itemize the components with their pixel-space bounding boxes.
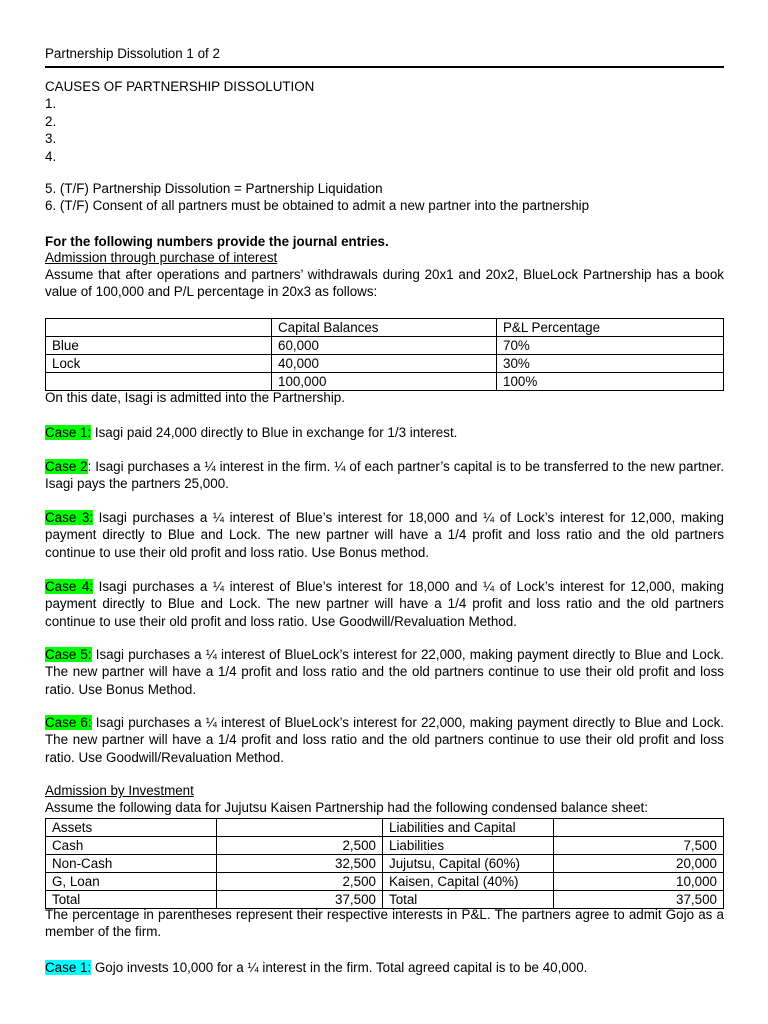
tf-question-6: 6. (T/F) Consent of all partners must be obtained to admit a new partner into the partnership bbox=[45, 198, 590, 214]
pl-percentage: 70% bbox=[497, 337, 724, 355]
case-4 bbox=[45, 578, 724, 630]
asset-label: G, Loan bbox=[46, 873, 217, 891]
partner-name: Lock bbox=[46, 355, 272, 373]
liability-label: Jujutsu, Capital (60%) bbox=[383, 855, 554, 873]
capital-table-header bbox=[46, 319, 724, 337]
liability-label: Total bbox=[383, 891, 554, 909]
capital-balance: 60,000 bbox=[272, 337, 497, 355]
table-row bbox=[46, 855, 724, 873]
instruction: For the following numbers provide the journal entries. bbox=[45, 234, 389, 249]
tf-question-5: 5. (T/F) Partnership Dissolution = Partnership Liquidation bbox=[45, 181, 383, 196]
case-2 bbox=[45, 458, 724, 493]
case-label: Case 5: bbox=[45, 647, 92, 662]
case-label: Case 1: bbox=[45, 960, 92, 975]
capital-balance: 100,000 bbox=[272, 373, 497, 391]
liability-label: Kaisen, Capital (40%) bbox=[383, 873, 554, 891]
case-1 bbox=[45, 424, 724, 441]
cause-item-3: 3. bbox=[45, 131, 57, 147]
liability-amount: 37,500 bbox=[554, 891, 724, 909]
case-text: Isagi purchases a ¼ interest of BlueLock’s interest for 22,000, making payment directly to Blue and Lock. The new partner will have a 1/4 profit and loss ratio and the old partners continue to use their old profit and loss ratio. Use Goodwill/Revaluation Method. bbox=[45, 715, 724, 765]
case-text: Gojo invests 10,000 for a ¼ interest in the firm. Total agreed capital is to be 40,000. bbox=[91, 960, 588, 975]
asset-label: Total bbox=[46, 891, 217, 909]
cause-item-4: 4. bbox=[45, 148, 57, 164]
purchase-heading: Admission through purchase of interest bbox=[45, 250, 278, 265]
asset-amount: 2,500 bbox=[217, 837, 383, 855]
pl-percentage: 30% bbox=[497, 355, 724, 373]
asset-label: Non-Cash bbox=[46, 855, 217, 873]
table-row bbox=[46, 837, 724, 855]
case-text: Isagi paid 24,000 directly to Blue in exchange for 1/3 interest. bbox=[91, 425, 458, 440]
case-text: : Isagi purchases a ¼ interest in the firm. ¼ of each partner’s capital is to be transferred to the new partner. Isagi pays the partners 25,000. bbox=[45, 459, 724, 492]
partner-name bbox=[46, 373, 272, 391]
investment-case-1 bbox=[45, 959, 724, 976]
capital-header-cell bbox=[46, 319, 272, 337]
case-label: Case 3: bbox=[45, 510, 94, 525]
table-row bbox=[46, 355, 724, 373]
case-3 bbox=[45, 509, 724, 561]
table-row bbox=[46, 337, 724, 355]
case-text: Isagi purchases a ¼ interest of Blue’s interest for 18,000 and ¼ of Lock’s interest for 12,000, making payment directly to Blue and Lock. The new partner will have a 1/4 profit and loss ratio and the old partners continue to use their old profit and loss ratio. Use Bonus method. bbox=[45, 510, 724, 560]
liability-amount: 20,000 bbox=[554, 855, 724, 873]
balance-header-cell bbox=[217, 819, 383, 837]
case-label: Case 2 bbox=[45, 459, 88, 474]
causes-title: CAUSES OF PARTNERSHIP DISSOLUTION bbox=[45, 79, 315, 94]
asset-amount: 37,500 bbox=[217, 891, 383, 909]
cause-item-2: 2. bbox=[45, 113, 57, 129]
asset-amount: 32,500 bbox=[217, 855, 383, 873]
case-label: Case 6: bbox=[45, 715, 92, 730]
investment-intro: Assume the following data for Jujutsu Kaisen Partnership had the following condensed balance sheet: bbox=[45, 800, 648, 815]
asset-label: Cash bbox=[46, 837, 217, 855]
causes-section bbox=[45, 78, 724, 165]
case-6 bbox=[45, 714, 724, 766]
case-label: Case 4: bbox=[45, 579, 94, 594]
true-false-section bbox=[45, 180, 724, 215]
balance-header-cell: Assets bbox=[46, 819, 217, 837]
balance-header-cell: Liabilities and Capital bbox=[383, 819, 554, 837]
case-text: Isagi purchases a ¼ interest of BlueLock’s interest for 22,000, making payment directly to Blue and Lock. The new partner will have a 1/4 profit and loss ratio and the old partners continue to use their old profit and loss ratio. Use Bonus Method. bbox=[45, 647, 724, 697]
after-balance-sheet: The percentage in parentheses represent their respective interests in P&L. The partners agree to admit Gojo as a member of the firm. bbox=[45, 907, 724, 940]
capital-header-cell: Capital Balances bbox=[272, 319, 497, 337]
liability-amount: 10,000 bbox=[554, 873, 724, 891]
page-header: Partnership Dissolution 1 of 2 bbox=[45, 46, 220, 61]
cause-item-1: 1. bbox=[45, 96, 57, 112]
table-row bbox=[46, 873, 724, 891]
partner-name: Blue bbox=[46, 337, 272, 355]
header-rule bbox=[45, 66, 724, 68]
table-row bbox=[46, 373, 724, 391]
capital-header-cell: P&L Percentage bbox=[497, 319, 724, 337]
after-capital-table: On this date, Isagi is admitted into the Partnership. bbox=[45, 390, 345, 405]
liability-label: Liabilities bbox=[383, 837, 554, 855]
balance-sheet-table bbox=[45, 818, 724, 909]
case-5 bbox=[45, 646, 724, 698]
investment-heading: Admission by Investment bbox=[45, 783, 194, 798]
liability-amount: 7,500 bbox=[554, 837, 724, 855]
capital-balance: 40,000 bbox=[272, 355, 497, 373]
asset-amount: 2,500 bbox=[217, 873, 383, 891]
case-text: Isagi purchases a ¼ interest of Blue’s interest for 18,000 and ¼ of Lock’s interest for 12,000, making payment directly to Blue and Lock. The new partner will have a 1/4 profit and loss ratio and the old partners continue to use their old profit and loss ratio. Use Goodwill/Revaluation Method. bbox=[45, 579, 724, 629]
balance-header-cell bbox=[554, 819, 724, 837]
purchase-intro: Assume that after operations and partners’ withdrawals during 20x1 and 20x2, BlueLock Partnership has a book value of 100,000 and P/L percentage in 20x3 as follows: bbox=[45, 267, 724, 300]
capital-table bbox=[45, 318, 724, 391]
pl-percentage: 100% bbox=[497, 373, 724, 391]
case-label: Case 1: bbox=[45, 425, 92, 440]
balance-sheet-header bbox=[46, 819, 724, 837]
